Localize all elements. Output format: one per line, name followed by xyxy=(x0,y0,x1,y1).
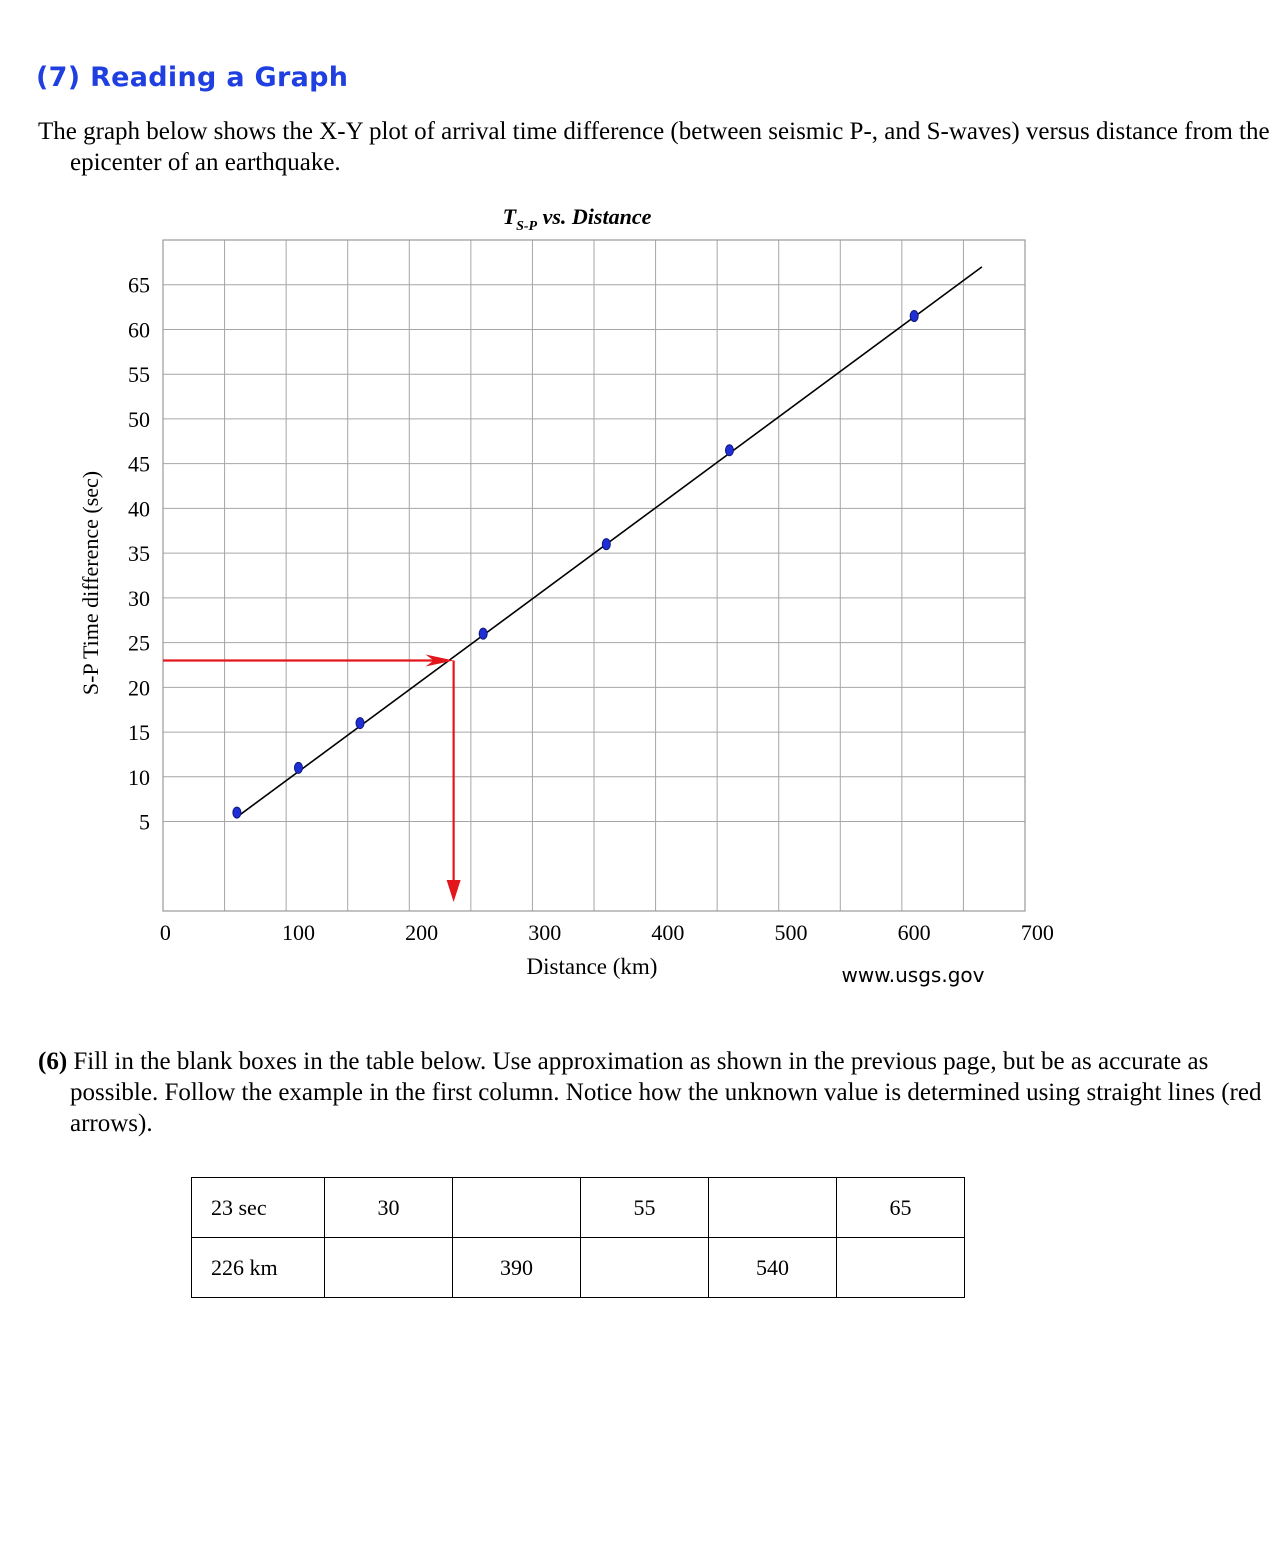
y-tick-label: 5 xyxy=(139,809,150,835)
instructions-number: (6) xyxy=(38,1048,68,1075)
y-axis-label: S-P Time difference (sec) xyxy=(78,470,103,696)
table-cell: 55 xyxy=(581,1178,709,1238)
table-cell-blank[interactable] xyxy=(453,1178,581,1238)
data-point xyxy=(233,807,241,818)
x-tick-label: 0 xyxy=(159,920,171,945)
table-cell-blank[interactable] xyxy=(709,1178,837,1238)
x-tick-labels xyxy=(160,920,1054,945)
x-tick-label: 300 xyxy=(528,920,562,945)
data-point xyxy=(602,539,610,550)
instructions-text: Fill in the blank boxes in the table below. Use approximation as shown in the previous page, but be as accurate as possible. Follow the example in the first column. Notice how the unknown value is determined using straight lines (red arrows). xyxy=(67,1048,1262,1137)
table-row-distance xyxy=(192,1238,965,1298)
y-tick-label: 20 xyxy=(128,675,150,701)
chart-title-main: T xyxy=(502,204,517,229)
table-cell-blank[interactable] xyxy=(581,1238,709,1298)
chart-title-rest: vs. Distance xyxy=(537,204,652,229)
y-tick-label: 25 xyxy=(128,630,150,656)
table-row-time xyxy=(192,1178,965,1238)
data-points xyxy=(233,311,918,819)
data-point xyxy=(479,628,487,639)
x-axis-label: Distance (km) xyxy=(526,954,658,979)
grid-lines xyxy=(163,240,1025,911)
chart-title xyxy=(503,204,652,234)
y-tick-label: 50 xyxy=(128,406,150,432)
table-cell-blank[interactable] xyxy=(325,1238,453,1298)
red-reading-arrows xyxy=(163,654,461,902)
instructions-paragraph xyxy=(38,1046,1270,1139)
y-tick-label: 60 xyxy=(128,317,150,343)
x-tick-label: 400 xyxy=(651,920,685,945)
x-tick-label: 100 xyxy=(281,920,315,945)
table-cell: 30 xyxy=(325,1178,453,1238)
y-tick-labels xyxy=(128,273,150,835)
intro-paragraph: The graph below shows the X-Y plot of arrival time difference (between seismic P-, and S-waves) versus distance from the epicenter of an earthquake. xyxy=(38,118,1270,176)
y-tick-label: 30 xyxy=(128,585,150,611)
data-point xyxy=(294,762,302,773)
table-cell: 540 xyxy=(709,1238,837,1298)
y-tick-label: 40 xyxy=(128,496,150,522)
chart-title-subscript: S-P xyxy=(516,219,538,234)
table-cell: 65 xyxy=(837,1178,965,1238)
x-tick-label: 200 xyxy=(405,920,439,945)
source-credit: www.usgs.gov xyxy=(841,963,985,987)
y-tick-label: 35 xyxy=(128,541,150,567)
x-tick-label: 700 xyxy=(1020,920,1054,945)
table-cell: 23 sec xyxy=(192,1178,325,1238)
y-tick-label: 65 xyxy=(128,272,150,298)
data-point xyxy=(356,718,364,729)
vertical-arrowhead xyxy=(447,880,461,902)
table-cell: 390 xyxy=(453,1238,581,1298)
table-cell-blank[interactable] xyxy=(837,1238,965,1298)
y-tick-label: 15 xyxy=(128,720,150,746)
section-heading: (7) Reading a Graph xyxy=(36,62,349,93)
answer-table xyxy=(191,1177,965,1298)
svg-text:TS-P vs. Distance xyxy=(503,204,652,234)
table-cell: 226 km xyxy=(192,1238,325,1298)
data-point xyxy=(725,445,733,456)
data-point xyxy=(910,311,918,322)
x-tick-label: 500 xyxy=(774,920,808,945)
sp-time-vs-distance-chart xyxy=(0,190,1280,990)
x-tick-label: 600 xyxy=(897,920,931,945)
y-tick-label: 45 xyxy=(128,451,150,477)
y-tick-label: 10 xyxy=(128,764,150,790)
y-tick-label: 55 xyxy=(128,362,150,388)
